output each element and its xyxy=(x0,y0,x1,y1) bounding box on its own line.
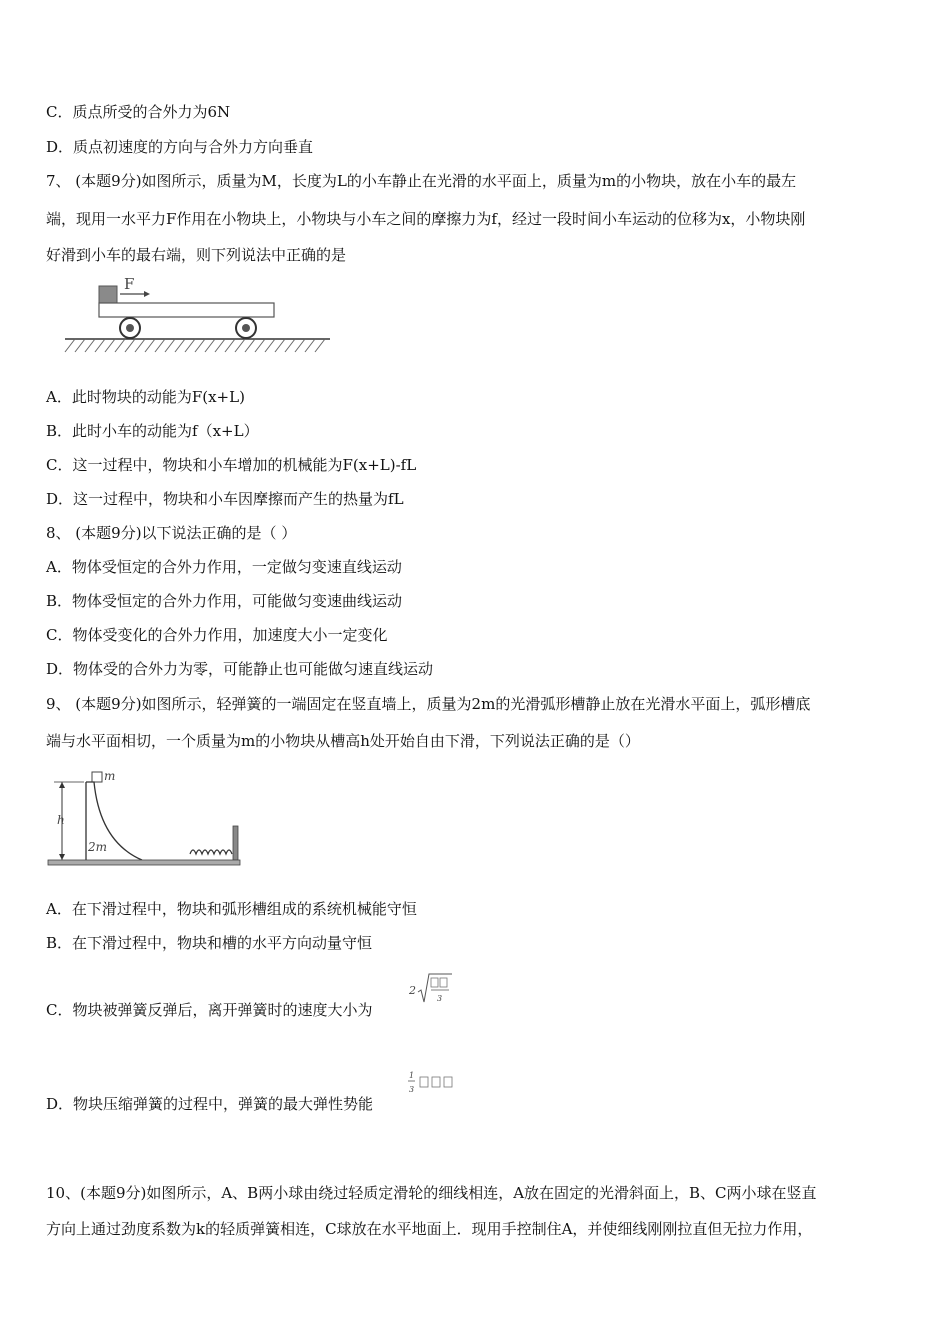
mass-label-top: m xyxy=(104,769,116,783)
formula-c-denominator: 3 xyxy=(437,994,443,1003)
floor xyxy=(48,860,240,865)
q9-option-c: C．物块被弹簧反弹后，离开弹簧时的速度大小为 xyxy=(46,1001,373,1019)
q9-stem-line-1: 9、 (本题9分)如图所示，轻弹簧的一端固定在竖直墙上，质量为2m的光滑弧形槽静止放在光滑水平面上，弧形槽底 xyxy=(46,695,811,713)
q9-option-d: D．物块压缩弹簧的过程中，弹簧的最大弹性势能 xyxy=(46,1095,374,1113)
q8-option-b: B．物体受恒定的合外力作用，可能做匀变速曲线运动 xyxy=(46,592,403,610)
force-arrow-head xyxy=(144,291,150,297)
formula-c-coefficient: 2 xyxy=(409,984,416,997)
ground-hatching xyxy=(65,339,325,352)
q9-option-a: A．在下滑过程中，物块和弧形槽组成的系统机械能守恒 xyxy=(46,900,417,918)
q8-option-a: A．物体受恒定的合外力作用，一定做匀变速直线运动 xyxy=(46,558,402,576)
height-label: h xyxy=(57,813,65,827)
formula-d-denominator: 3 xyxy=(409,1085,415,1094)
mass-label-bottom: 2m xyxy=(88,840,108,854)
cart-body xyxy=(99,303,274,317)
cart-diagram xyxy=(62,272,334,358)
formula-d-image xyxy=(408,1068,460,1098)
q7-stem-line-2: 端，现用一水平力F作用在小物块上，小物块与小车之间的摩擦力为f，经过一段时间小车运动的位移为x，小物块刚 xyxy=(46,210,806,228)
wall xyxy=(233,826,238,860)
slope-spring-diagram xyxy=(44,762,244,872)
force-label: F xyxy=(124,275,135,293)
block-m xyxy=(99,286,117,303)
q9-stem-line-2: 端与水平面相切，一个质量为m的小物块从槽高h处开始自由下滑，下列说法正确的是（） xyxy=(46,732,640,750)
q8-stem: 8、 (本题9分)以下说法正确的是（ ） xyxy=(46,524,297,542)
q6-option-c: C．质点所受的合外力为6N xyxy=(46,103,231,121)
q7-option-d: D．这一过程中，物块和小车因摩擦而产生的热量为fL xyxy=(46,490,404,508)
q7-stem-line-1: 7、 (本题9分)如图所示，质量为M，长度为L的小车静止在光滑的水平面上，质量为m的小物块，放在小车的最左 xyxy=(46,172,797,190)
q7-option-c: C．这一过程中，物块和小车增加的机械能为F(x+L)-fL xyxy=(46,456,417,474)
q7-stem-line-3: 好滑到小车的最右端，则下列说法中正确的是 xyxy=(46,246,347,264)
block-m xyxy=(92,772,102,782)
q8-option-d: D．物体受的合外力为零，可能静止也可能做匀速直线运动 xyxy=(46,660,434,678)
q10-stem-line-2: 方向上通过劲度系数为k的轻质弹簧相连，C球放在水平地面上．现用手控制住A，并使细线刚刚拉直但无拉力作用， xyxy=(46,1220,813,1238)
q7-option-a: A．此时物块的动能为F(x+L) xyxy=(46,388,245,406)
q9-option-b: B．在下滑过程中，物块和槽的水平方向动量守恒 xyxy=(46,934,373,952)
q10-stem-line-1: 10、(本题9分)如图所示，A、B两小球由绕过轻质定滑轮的细线相连，A放在固定的光滑斜面上，B、C两小球在竖直 xyxy=(46,1184,817,1202)
formula-d-numerator: 1 xyxy=(409,1071,415,1080)
q7-option-b: B．此时小车的动能为f（x+L） xyxy=(46,422,259,440)
spring xyxy=(190,850,232,854)
q6-option-d: D．质点初速度的方向与合外力方向垂直 xyxy=(46,138,314,156)
q8-option-c: C．物体受变化的合外力作用，加速度大小一定变化 xyxy=(46,626,388,644)
formula-c-image xyxy=(408,970,454,1008)
